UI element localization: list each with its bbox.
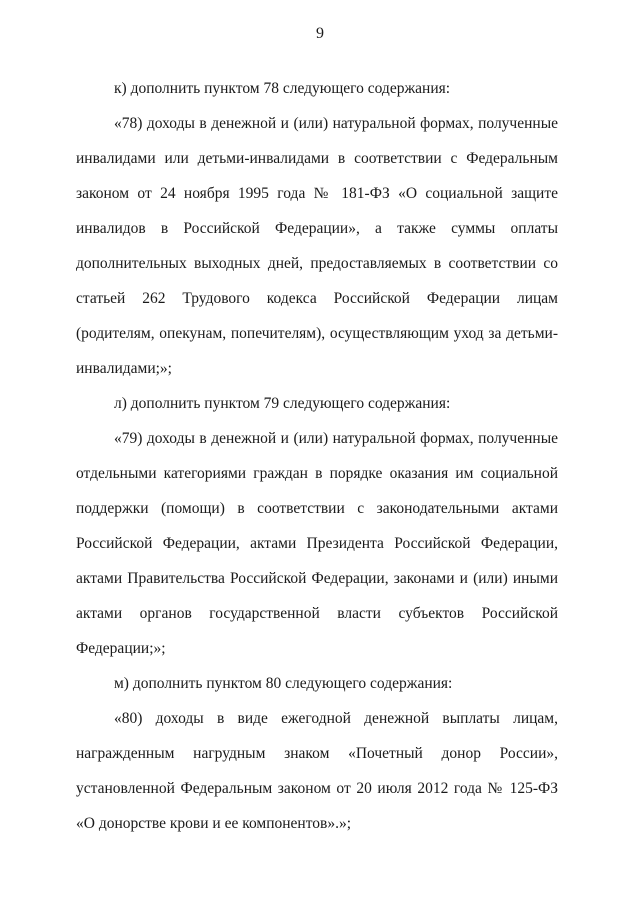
document-body: [76, 71, 558, 841]
amendment-intro-l: л) дополнить пунктом 79 следующего содержания:: [114, 395, 451, 412]
amendment-item-79: «79) доходы в денежной и (или) натуральной формах, полученные отдельными категориями граждан в порядке оказания им социальной поддержки (помощи) в соответствии с законодательными актами Российской Федерации, актами Президента Российской Федерации, актами Правительства Российской Федерации, законами и (или) иными актами органов государственной власти субъектов Российской Федерации;»;: [76, 430, 558, 657]
amendment-intro-k: к) дополнить пунктом 78 следующего содержания:: [114, 80, 451, 97]
page-number: 9: [316, 25, 324, 42]
amendment-item-78: «78) доходы в денежной и (или) натуральной формах, полученные инвалидами или детьми-инвалидами в соответствии с Федеральным законом от 24 ноября 1995 года № 181-ФЗ «О социальной защите инвалидов в Российской Федерации», а также суммы оплаты дополнительных выходных дней, предоставляемых в соответствии со статьей 262 Трудового кодекса Российской Федерации лицам (родителям, опекунам, попечителям), осуществляющим уход за детьми-инвалидами;»;: [76, 115, 558, 377]
amendment-item-80: «80) доходы в виде ежегодной денежной выплаты лицам, награжденным нагрудным знаком «Почетный донор России», установленной Федеральным законом от 20 июля 2012 года № 125-ФЗ «О донорстве крови и ее компонентов».»;: [76, 710, 558, 832]
amendment-intro-m: м) дополнить пунктом 80 следующего содержания:: [114, 675, 453, 692]
